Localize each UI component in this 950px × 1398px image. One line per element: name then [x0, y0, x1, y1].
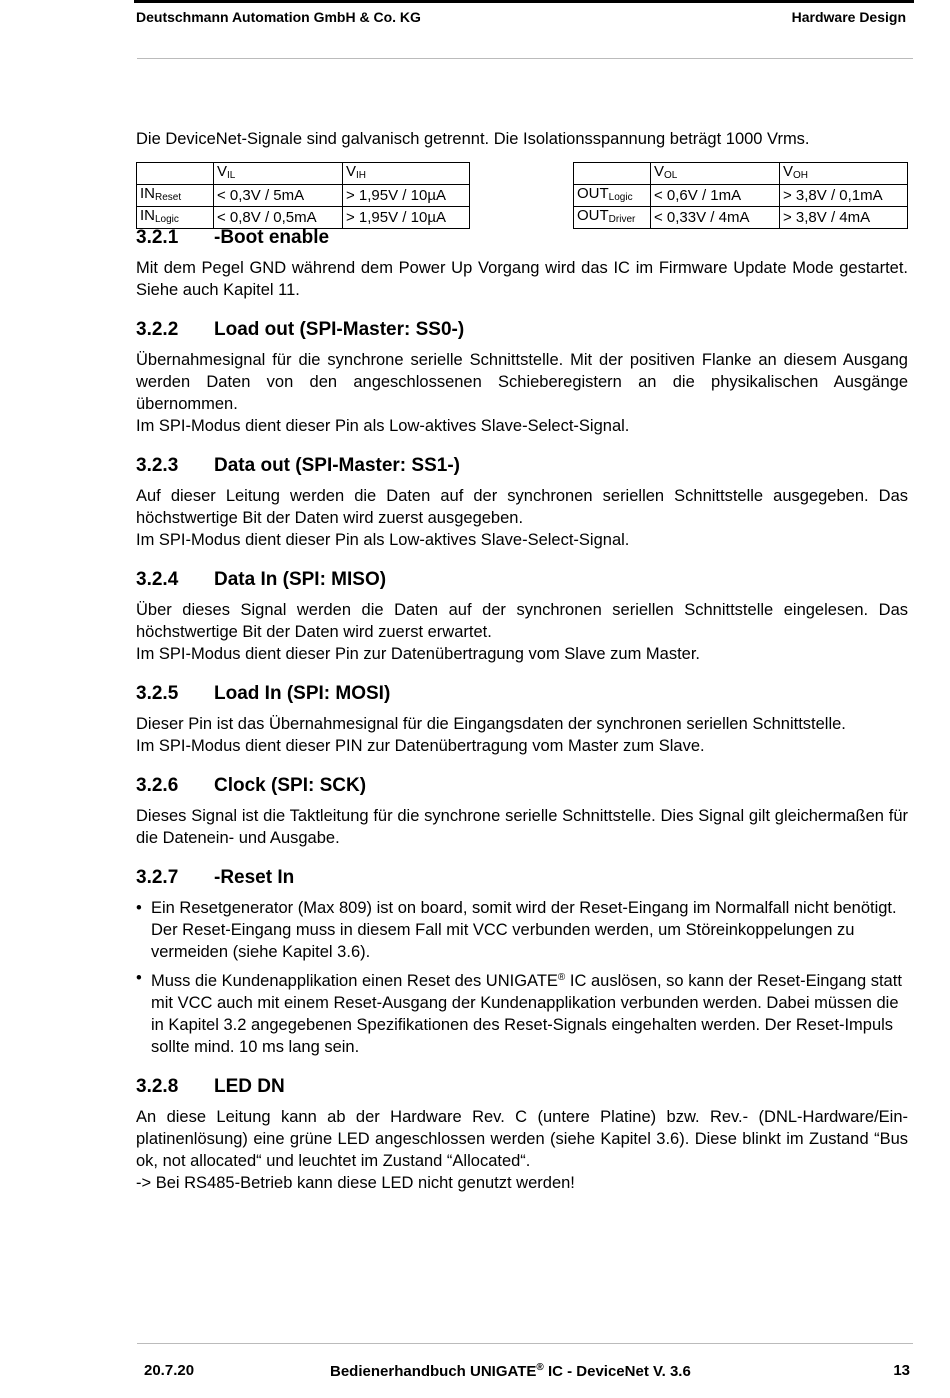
- table-cell: < 0,33V / 4mA: [651, 207, 780, 229]
- section-text: Übernahmesignal für die synchrone serielle Schnittstelle. Mit der positiven Flanke an diesem Ausgang werden Daten von den angeschlossenen Schieberegistern an die physikalischen Ausgänge übernommen.: [136, 351, 908, 413]
- section-heading-clock: 3.2.6 Clock (SPI: SCK): [136, 775, 367, 796]
- footer-date: 20.7.20: [144, 1362, 195, 1379]
- section-text: Im SPI-Modus dient dieser Pin als Low-aktives Slave-Select-Signal.: [136, 531, 630, 549]
- footer-document-title: Bedienerhandbuch UNIGATE® IC - DeviceNet V. 3.6: [330, 1362, 691, 1380]
- section-heading-reset-in: 3.2.7 -Reset In: [136, 867, 295, 888]
- footer-divider: [137, 1343, 913, 1344]
- table-cell: $V_{IH}$: [343, 163, 470, 185]
- section-text: Dieses Signal ist die Taktleitung für die synchrone serielle Schnittstelle. Dies Signal gilt gleichermaßen für die Datenein- und Ausgabe.: [136, 807, 908, 847]
- footer-page-number: 13: [893, 1362, 910, 1379]
- section-heading-led-dn: 3.2.8 LED DN: [136, 1076, 285, 1097]
- table-cell: $V_{OH}$: [780, 163, 908, 185]
- section-text: Dieser Pin ist das Übernahmesignal für die Eingangsdaten der synchronen seriellen Schnittstelle.: [136, 715, 846, 733]
- table-row: [574, 163, 908, 185]
- table-cell: $V_{IL}$: [214, 163, 343, 185]
- table-cell: [574, 163, 651, 185]
- section-heading-data-out: 3.2.3 Data out (SPI-Master: SS1-): [136, 455, 460, 476]
- table-row: [137, 185, 470, 207]
- table-row: [137, 207, 470, 229]
- reset-bullet-list: [136, 897, 908, 1058]
- table-row: [574, 207, 908, 229]
- section-text: Im SPI-Modus dient dieser Pin zur Datenübertragung vom Slave zum Master.: [136, 645, 701, 663]
- table-cell: $OUT_{Driver}$: [574, 207, 651, 229]
- table-cell: $IN_{Logic}$: [137, 207, 214, 229]
- section-text: Mit dem Pegel GND während dem Power Up Vorgang wird das IC im Firmware Update Mode gestartet. Siehe auch Kapitel 11.: [136, 259, 908, 299]
- table-cell: [137, 163, 214, 185]
- section-text: -> Bei RS485-Betrieb kann diese LED nicht genutzt werden!: [136, 1174, 575, 1192]
- header-company: Deutschmann Automation GmbH & Co. KG: [136, 9, 421, 25]
- table-row: [574, 185, 908, 207]
- section-text: Über dieses Signal werden die Daten auf der synchronen seriellen Schnittstelle eingelesen. Das höchstwertige Bit der Daten wird zuerst erwartet.: [136, 601, 908, 641]
- input-levels-table: [136, 162, 470, 229]
- table-cell: $IN_{Reset}$: [137, 185, 214, 207]
- section-text: An diese Leitung kann ab der Hardware Rev. C (untere Platine) bzw. Rev.- (DNL-Hardware/Einplatinenlösung) eine grüne LED angeschlossen werden (siehe Kapitel 3.6). Diese blinkt im Zustand “Bus ok, not allocated“ und leuchtet im Zustand “Allocated“.: [136, 1108, 908, 1170]
- table-cell: > 3,8V / 0,1mA: [780, 185, 908, 207]
- bullet-icon: •: [136, 969, 142, 987]
- output-levels-table: [573, 162, 908, 229]
- bullet-icon: •: [136, 899, 142, 917]
- table-cell: < 0,6V / 1mA: [651, 185, 780, 207]
- table-cell: > 1,95V / 10µA: [343, 207, 470, 229]
- header-chapter: Hardware Design: [791, 9, 906, 25]
- section-text: Im SPI-Modus dient dieser Pin als Low-aktives Slave-Select-Signal.: [136, 417, 630, 435]
- intro-paragraph: Die DeviceNet-Signale sind galvanisch getrennt. Die Isolationsspannung beträgt 1000 Vrms.: [136, 130, 810, 148]
- list-item: • Muss die Kundenapplikation einen Reset des UNIGATE® IC auslösen, so kann der Reset-Eingang statt mit VCC auch mit einem Reset-Ausgang der Kundenapplikation verbunden werden. Dabei müssen die in Kapitel 3.2 angegebenen Spezifikationen des Reset-Signals eingehalten werden. Der Reset-Impuls sollte mind. 10 ms lang sein.: [136, 969, 902, 1056]
- table-cell: < 0,8V / 0,5mA: [214, 207, 343, 229]
- table-cell: > 3,8V / 4mA: [780, 207, 908, 229]
- page-body: [136, 128, 908, 1194]
- table-cell: $OUT_{Logic}$: [574, 185, 651, 207]
- section-heading-boot-enable: 3.2.1 -Boot enable: [136, 227, 330, 248]
- header-divider: [137, 58, 913, 59]
- section-heading-data-in: 3.2.4 Data In (SPI: MISO): [136, 569, 387, 590]
- section-heading-load-out: 3.2.2 Load out (SPI-Master: SS0-): [136, 319, 465, 340]
- signal-tables: [136, 162, 908, 226]
- table-row: [137, 163, 470, 185]
- list-item: • Ein Resetgenerator (Max 809) ist on board, somit wird der Reset-Eingang im Normalfall nicht benötigt. Der Reset-Eingang muss in diesem Fall mit VCC verbunden werden, um Störeinkoppelungen zu vermeiden (siehe Kapitel 3.6).: [136, 899, 897, 961]
- table-cell: > 1,95V / 10µA: [343, 185, 470, 207]
- section-text: Auf dieser Leitung werden die Daten auf der synchronen seriellen Schnittstelle ausgegeben. Das höchstwertige Bit der Daten wird zuerst ausgegeben.: [136, 487, 908, 527]
- table-cell: $V_{OL}$: [651, 163, 780, 185]
- table-cell: < 0,3V / 5mA: [214, 185, 343, 207]
- section-heading-load-in: 3.2.5 Load In (SPI: MOSI): [136, 683, 391, 704]
- section-text: Im SPI-Modus dient dieser PIN zur Datenübertragung vom Master zum Slave.: [136, 737, 705, 755]
- header-top-rule: [134, 0, 914, 3]
